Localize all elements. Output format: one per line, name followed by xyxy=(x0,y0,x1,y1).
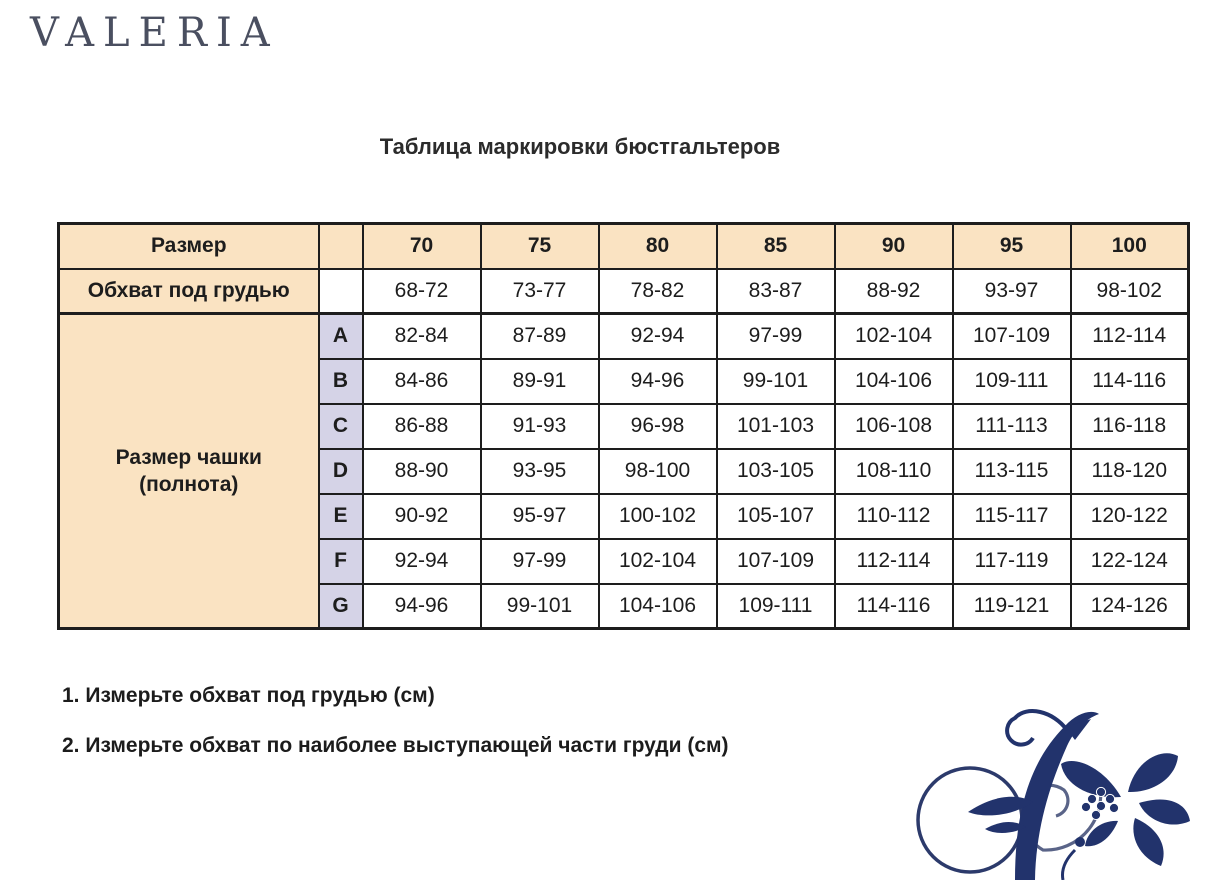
band-header-cell: 90 xyxy=(835,224,953,269)
band-header-cell: 100 xyxy=(1071,224,1189,269)
measurement-cell: 108-110 xyxy=(835,449,953,494)
measurement-cell: 100-102 xyxy=(599,494,717,539)
band-header-cell: 80 xyxy=(599,224,717,269)
size-row-label: Размер xyxy=(59,224,319,269)
measurement-cell: 107-109 xyxy=(717,539,835,584)
underbust-row xyxy=(59,269,1189,314)
measurement-cell: 120-122 xyxy=(1071,494,1189,539)
floral-ornament-icon xyxy=(915,700,1195,880)
measurement-cell: 83-87 xyxy=(717,269,835,314)
cup-letter-cell: A xyxy=(319,314,363,359)
measurement-cell: 104-106 xyxy=(835,359,953,404)
measurement-cell: 92-94 xyxy=(599,314,717,359)
page-title: Таблица маркировки бюстгальтеров xyxy=(379,134,781,159)
measurement-cell: 93-97 xyxy=(953,269,1071,314)
empty-cell xyxy=(319,269,363,314)
measurement-cell: 101-103 xyxy=(717,404,835,449)
measurement-cell: 87-89 xyxy=(481,314,599,359)
measurement-cell: 91-93 xyxy=(481,404,599,449)
measurement-cell: 97-99 xyxy=(481,539,599,584)
measurement-cell: 73-77 xyxy=(481,269,599,314)
cup-section-label-line1: Размер чашки xyxy=(115,446,262,469)
measurement-cell: 90-92 xyxy=(363,494,481,539)
measurement-cell: 118-120 xyxy=(1071,449,1189,494)
empty-corner-cell xyxy=(319,224,363,269)
measurement-cell: 109-111 xyxy=(717,584,835,629)
measurement-cell: 104-106 xyxy=(599,584,717,629)
band-header-cell: 85 xyxy=(717,224,835,269)
cup-section-label xyxy=(59,314,319,629)
instruction-step-2: 2. Измерьте обхват по наиболее выступающей части груди (см) xyxy=(62,734,729,757)
measurement-cell: 112-114 xyxy=(1071,314,1189,359)
cup-letter-cell: E xyxy=(319,494,363,539)
measurement-cell: 93-95 xyxy=(481,449,599,494)
band-header-cell: 95 xyxy=(953,224,1071,269)
measurement-cell: 114-116 xyxy=(835,584,953,629)
brand-logo: VALERIA xyxy=(30,10,279,56)
measurement-cell: 88-92 xyxy=(835,269,953,314)
cup-row-A xyxy=(59,314,1189,359)
measuring-instructions xyxy=(62,684,729,784)
measurement-cell: 94-96 xyxy=(599,359,717,404)
measurement-cell: 117-119 xyxy=(953,539,1071,584)
measurement-cell: 82-84 xyxy=(363,314,481,359)
measurement-cell: 94-96 xyxy=(363,584,481,629)
measurement-cell: 92-94 xyxy=(363,539,481,584)
measurement-cell: 107-109 xyxy=(953,314,1071,359)
measurement-cell: 109-111 xyxy=(953,359,1071,404)
cup-letter-cell: F xyxy=(319,539,363,584)
measurement-cell: 122-124 xyxy=(1071,539,1189,584)
measurement-cell: 99-101 xyxy=(717,359,835,404)
measurement-cell: 110-112 xyxy=(835,494,953,539)
band-header-cell: 75 xyxy=(481,224,599,269)
cup-letter-cell: B xyxy=(319,359,363,404)
measurement-cell: 86-88 xyxy=(363,404,481,449)
measurement-cell: 115-117 xyxy=(953,494,1071,539)
measurement-cell: 119-121 xyxy=(953,584,1071,629)
measurement-cell: 114-116 xyxy=(1071,359,1189,404)
size-chart-table xyxy=(57,222,1190,630)
measurement-cell: 102-104 xyxy=(835,314,953,359)
instruction-step-1: 1. Измерьте обхват под грудью (см) xyxy=(62,684,435,707)
underbust-row-label: Обхват под грудью xyxy=(59,269,319,314)
band-header-cell: 70 xyxy=(363,224,481,269)
measurement-cell: 98-100 xyxy=(599,449,717,494)
measurement-cell: 89-91 xyxy=(481,359,599,404)
measurement-cell: 98-102 xyxy=(1071,269,1189,314)
measurement-cell: 78-82 xyxy=(599,269,717,314)
measurement-cell: 97-99 xyxy=(717,314,835,359)
measurement-cell: 99-101 xyxy=(481,584,599,629)
measurement-cell: 96-98 xyxy=(599,404,717,449)
measurement-cell: 68-72 xyxy=(363,269,481,314)
measurement-cell: 105-107 xyxy=(717,494,835,539)
measurement-cell: 124-126 xyxy=(1071,584,1189,629)
measurement-cell: 106-108 xyxy=(835,404,953,449)
measurement-cell: 103-105 xyxy=(717,449,835,494)
measurement-cell: 113-115 xyxy=(953,449,1071,494)
cup-section-label-line2: (полнота) xyxy=(139,473,239,496)
measurement-cell: 88-90 xyxy=(363,449,481,494)
measurement-cell: 84-86 xyxy=(363,359,481,404)
measurement-cell: 116-118 xyxy=(1071,404,1189,449)
measurement-cell: 102-104 xyxy=(599,539,717,584)
cup-letter-cell: D xyxy=(319,449,363,494)
size-header-row xyxy=(59,224,1189,269)
cup-letter-cell: G xyxy=(319,584,363,629)
measurement-cell: 112-114 xyxy=(835,539,953,584)
cup-letter-cell: C xyxy=(319,404,363,449)
measurement-cell: 111-113 xyxy=(953,404,1071,449)
measurement-cell: 95-97 xyxy=(481,494,599,539)
